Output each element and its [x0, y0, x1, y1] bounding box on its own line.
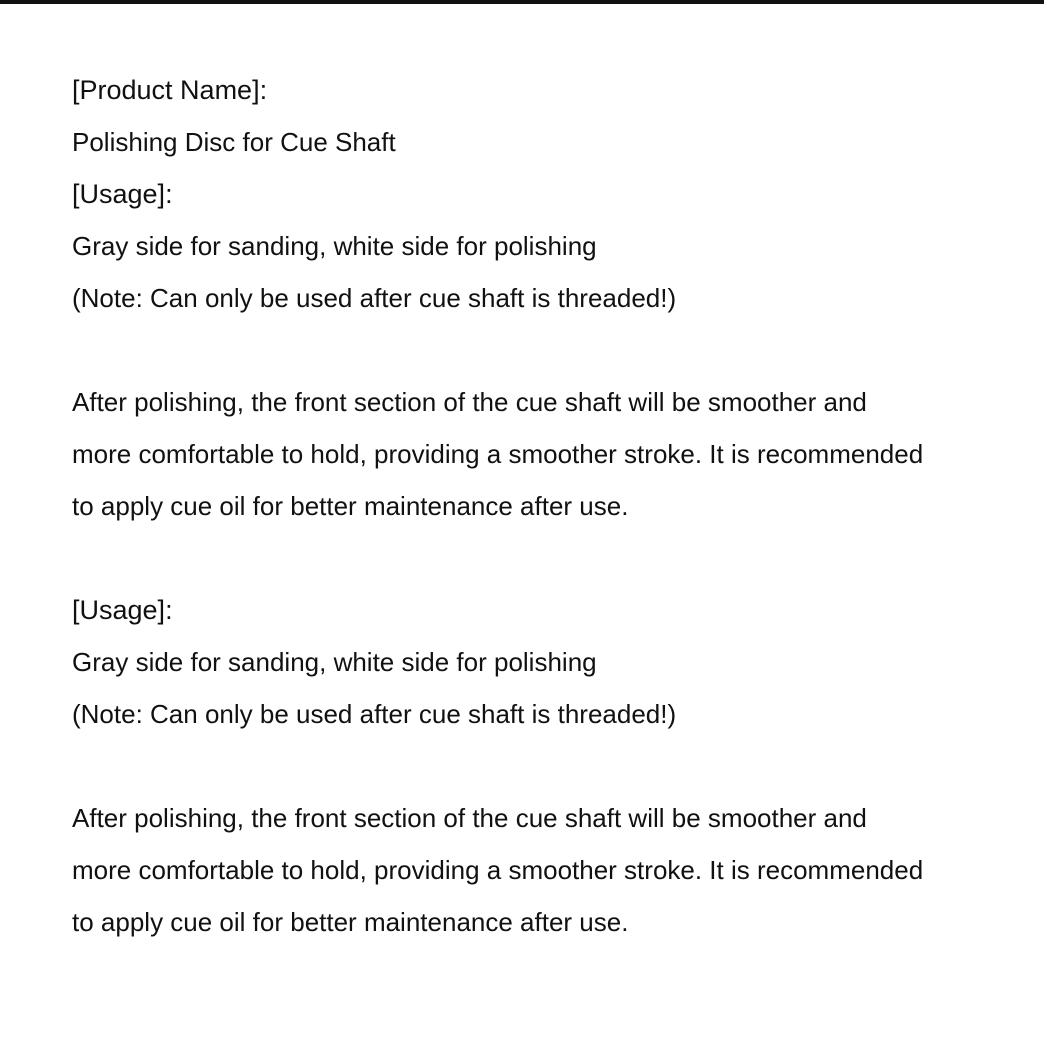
description-line: to apply cue oil for better maintenance after use.	[72, 491, 629, 521]
description-line: After polishing, the front section of the cue shaft will be smoother and	[72, 803, 867, 833]
usage-note: (Note: Can only be used after cue shaft is threaded!)	[72, 283, 677, 313]
product-name-value: Polishing Disc for Cue Shaft	[72, 127, 396, 157]
top-border	[0, 0, 1044, 4]
usage-heading	[72, 584, 1012, 636]
description-line: more comfortable to hold, providing a smoother stroke. It is recommended	[72, 855, 924, 885]
usage-colon: :	[165, 179, 173, 209]
usage-colon: :	[165, 595, 173, 625]
usage-note: (Note: Can only be used after cue shaft is threaded!)	[72, 699, 677, 729]
usage-label: [Usage]	[72, 595, 166, 625]
description-line: to apply cue oil for better maintenance after use.	[72, 907, 629, 937]
product-description	[72, 64, 1012, 948]
spacer	[72, 532, 1012, 584]
spacer	[72, 324, 1012, 376]
product-name-colon: :	[259, 75, 268, 105]
product-name-label: [Product Name]	[72, 75, 260, 105]
description-line: After polishing, the front section of the cue shaft will be smoother and	[72, 387, 867, 417]
usage-instruction: Gray side for sanding, white side for polishing	[72, 647, 597, 677]
product-name-heading	[72, 64, 1012, 116]
usage-label: [Usage]	[72, 179, 166, 209]
usage-instruction: Gray side for sanding, white side for polishing	[72, 231, 597, 261]
usage-heading	[72, 168, 1012, 220]
spacer	[72, 740, 1012, 792]
description-line: more comfortable to hold, providing a smoother stroke. It is recommended	[72, 439, 924, 469]
